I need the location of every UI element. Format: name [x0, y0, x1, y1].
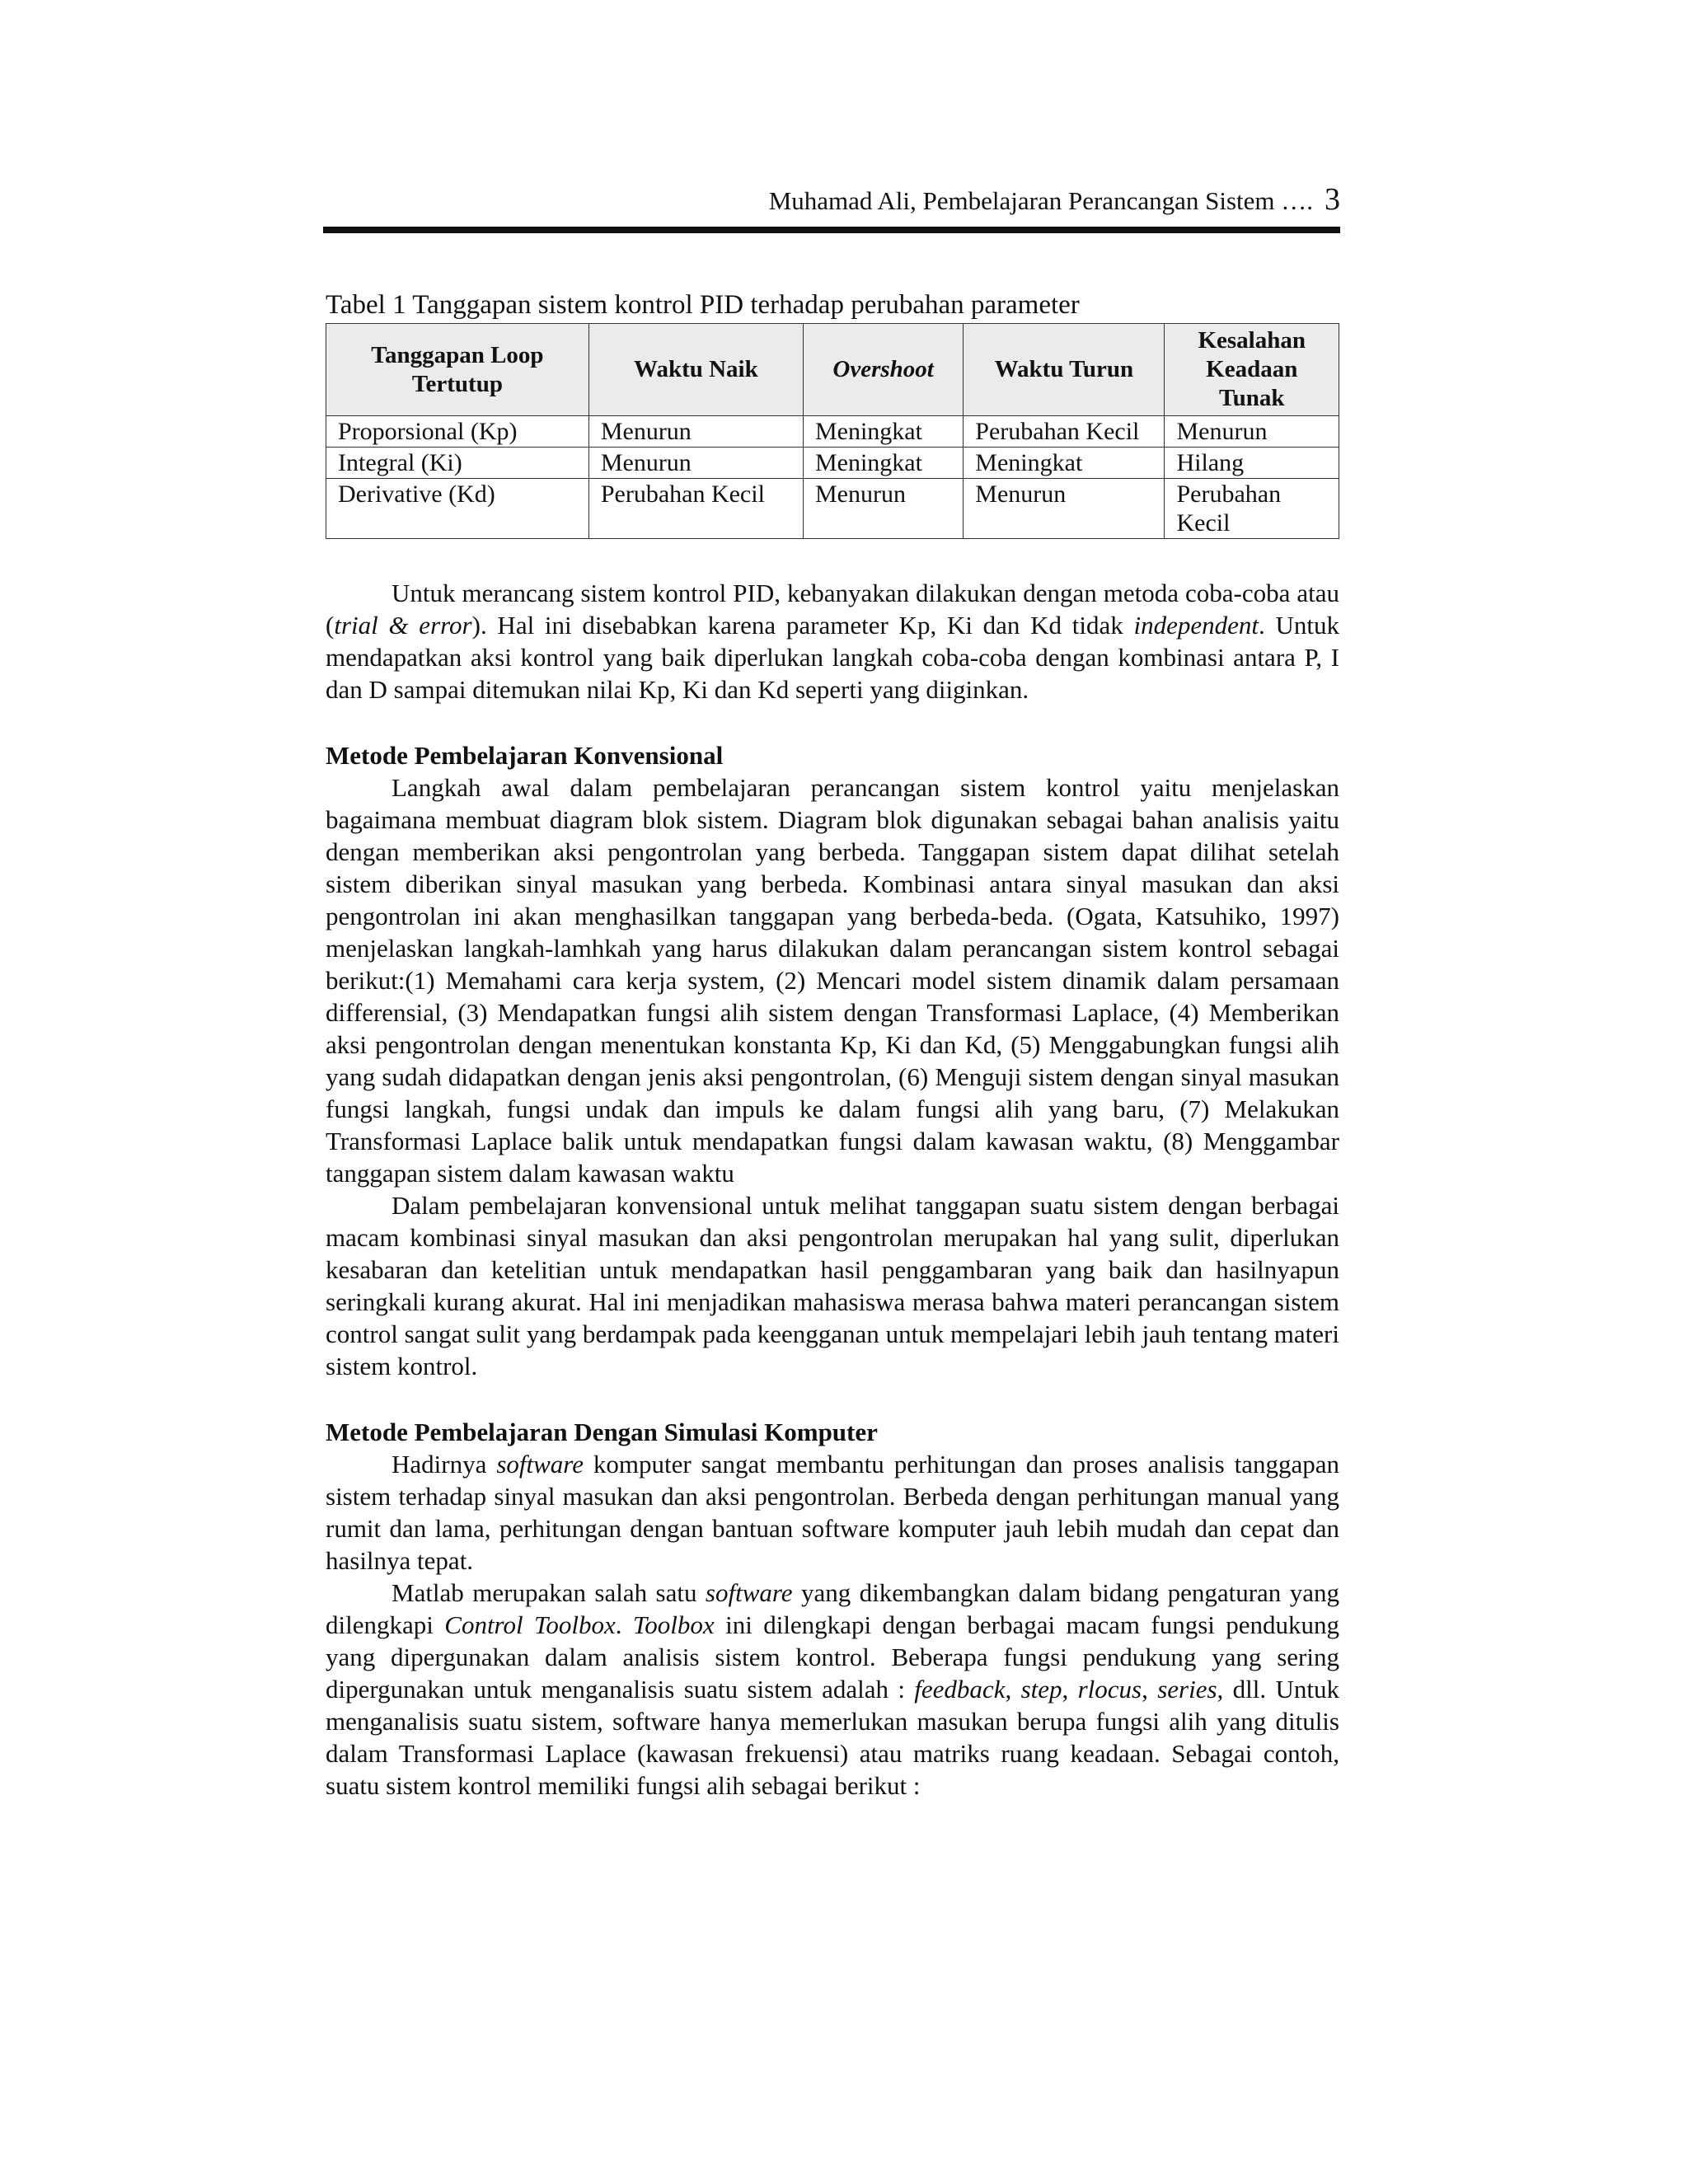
simulation-paragraph-2: Matlab merupakan salah satu software yang dikembangkan dalam bidang pengaturan yang dilengkapi Control Toolbox. Toolbox ini dilengkapi dengan berbagai macam fungsi pendukung yang dipergunakan dalam analisis sistem kontrol. Beberapa fungsi pendukung yang sering dipergunakan untuk menganalisis suatu sistem adalah : feedback, step, rlocus, series, dll. Untuk menganalisis suatu sistem, software hanya memerlukan masukan berupa fungsi alih yang ditulis dalam Transformasi Laplace (kawasan frekuensi) atau matriks ruang keadaan. Sebagai contoh, suatu sistem kontrol memiliki fungsi alih sebagai berikut :	[326, 1578, 1340, 1800]
table-row	[326, 479, 1339, 539]
header-cell-overshoot: Overshoot	[803, 324, 963, 416]
table-cell: Menurun	[588, 416, 803, 448]
table-cell: Menurun	[1165, 416, 1339, 448]
table-cell: Perubahan Kecil	[964, 416, 1165, 448]
intro-paragraph: Untuk merancang sistem kontrol PID, kebanyakan dilakukan dengan metoda coba-coba atau (trial & error). Hal ini disebabkan karena parameter Kp, Ki dan Kd tidak independent. Untuk mendapatkan aksi kontrol yang baik diperlukan langkah coba-coba dengan kombinasi antara P, I dan D sampai ditemukan nilai Kp, Ki dan Kd seperti yang diiginkan.	[326, 579, 1339, 704]
conventional-paragraph-1: Langkah awal dalam pembelajaran perancangan sistem kontrol yaitu menjelaskan bagaimana membuat diagram blok sistem. Diagram blok digunakan sebagai bahan analisis yaitu dengan memberikan aksi pengontrolan yang berbeda. Tanggapan sistem dapat dilihat setelah sistem diberikan sinyal masukan yang berbeda. Kombinasi antara sinyal masukan dan aksi pengontrolan ini akan menghasilkan tanggapan yang berbeda-beda. (Ogata, Katsuhiko, 1997) menjelaskan langkah-lamhkah yang harus dilakukan dalam perancangan sistem kontrol sebagai berikut:(1) Memahami cara kerja system, (2) Mencari model sistem dinamik dalam persamaan differensial, (3) Mendapatkan fungsi alih sistem dengan Transformasi Laplace, (4) Memberikan aksi pengontrolan dengan menentukan konstanta Kp, Ki dan Kd, (5) Menggabungkan fungsi alih yang sudah didapatkan dengan jenis aksi pengontrolan, (6) Menguji sistem dengan sinyal masukan fungsi langkah, fungsi undak dan impuls ke dalam fungsi alih yang baru, (7) Melakukan Transformasi Laplace balik untuk mendapatkan fungsi dalam kawasan waktu, (8) Menggambar tanggapan sistem dalam kawasan waktu	[326, 773, 1339, 1188]
running-title: Muhamad Ali, Pembelajaran Perancangan Sistem ….	[768, 186, 1313, 215]
table-cell: Menurun	[964, 479, 1165, 539]
table-cell: Perubahan Kecil	[588, 479, 803, 539]
table-header-row	[326, 324, 1339, 416]
section-heading-conventional: Metode Pembelajaran Konvensional	[326, 741, 724, 770]
table-cell: Meningkat	[964, 448, 1165, 479]
page-content	[326, 288, 1339, 1802]
table-cell: Meningkat	[803, 448, 963, 479]
header-cell-loop: Tanggapan Loop Tertutup	[326, 324, 589, 416]
header-cell-settling-time: Waktu Turun	[964, 324, 1165, 416]
table-row	[326, 416, 1339, 448]
table-cell: Integral (Ki)	[326, 448, 589, 479]
running-header	[323, 183, 1340, 218]
table-caption: Tabel 1 Tanggapan sistem kontrol PID terhadap perubahan parameter	[326, 290, 1080, 320]
header-rule	[323, 227, 1340, 233]
table-cell: Hilang	[1165, 448, 1339, 479]
table-cell: Meningkat	[803, 416, 963, 448]
table-cell: Menurun	[803, 479, 963, 539]
header-cell-rise-time: Waktu Naik	[588, 324, 803, 416]
table-cell: Derivative (Kd)	[326, 479, 589, 539]
table-cell: Perubahan Kecil	[1165, 479, 1339, 539]
section-heading-simulation: Metode Pembelajaran Dengan Simulasi Komputer	[326, 1418, 878, 1446]
conventional-paragraph-2: Dalam pembelajaran konvensional untuk melihat tanggapan suatu sistem dengan berbagai macam kombinasi sinyal masukan dan aksi pengontrolan merupakan hal yang sulit, diperlukan kesabaran dan ketelitian untuk mendapatkan hasil penggambaran yang baik dan hasilnyapun seringkali kurang akurat. Hal ini menjadikan mahasiswa merasa bahwa materi perancangan sistem control sangat sulit yang berdampak pada keengganan untuk mempelajari lebih jauh tentang materi sistem kontrol.	[326, 1191, 1339, 1380]
simulation-paragraph-1: Hadirnya software komputer sangat membantu perhitungan dan proses analisis tanggapan sistem terhadap sinyal masukan dan aksi pengontrolan. Berbeda dengan perhitungan manual yang rumit dan lama, perhitungan dengan bantuan software komputer jauh lebih mudah dan cepat dan hasilnya tepat.	[326, 1450, 1339, 1575]
page-number: 3	[1325, 182, 1340, 217]
table-cell: Proporsional (Kp)	[326, 416, 589, 448]
pid-response-table	[326, 323, 1339, 539]
table-cell: Menurun	[588, 448, 803, 479]
header-cell-steady-state-error: Kesalahan Keadaan Tunak	[1165, 324, 1339, 416]
table-row	[326, 448, 1339, 479]
